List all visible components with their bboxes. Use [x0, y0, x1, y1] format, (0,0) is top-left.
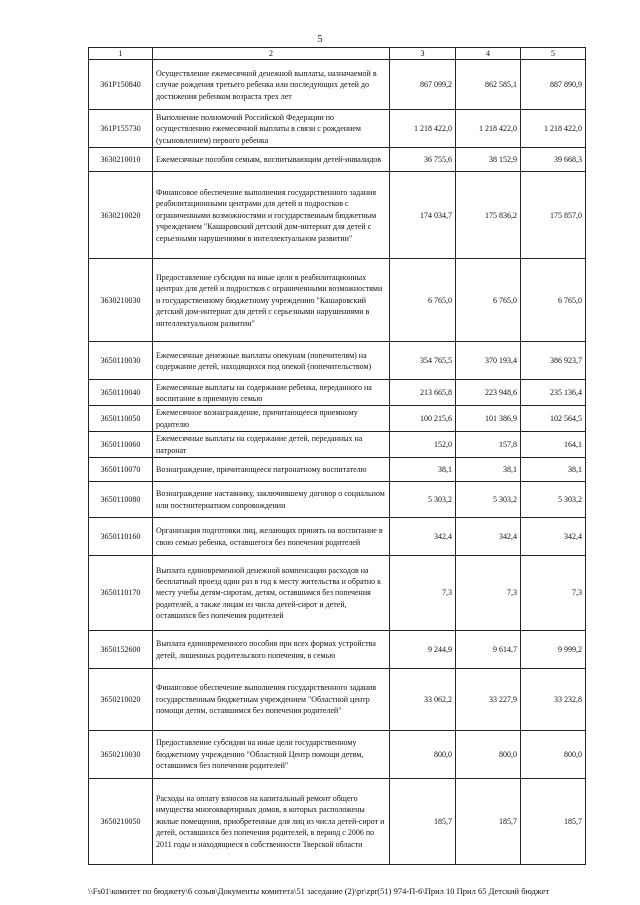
value-col5-cell: 386 923,7: [521, 342, 586, 380]
value-col3-cell: 9 244,9: [390, 631, 456, 669]
table-row: [89, 172, 586, 259]
table-row: [89, 731, 586, 779]
budget-code-cell: 3650110040: [89, 380, 153, 406]
table-row: [89, 432, 586, 458]
value-col4-cell: 38 152,9: [456, 148, 521, 172]
value-col4-cell: 5 303,2: [456, 482, 521, 518]
value-col4-cell: 370 193,4: [456, 342, 521, 380]
value-col3-cell: 5 303,2: [390, 482, 456, 518]
value-col4-cell: 6 765,0: [456, 259, 521, 342]
value-col3-cell: 342,4: [390, 518, 456, 556]
value-col3-cell: 867 099,2: [390, 60, 456, 110]
value-col5-cell: 38,1: [521, 458, 586, 482]
value-col3-cell: 6 765,0: [390, 259, 456, 342]
budget-code-cell: 3630210020: [89, 172, 153, 259]
budget-code-cell: 3650210050: [89, 779, 153, 865]
table-row: [89, 779, 586, 865]
value-col3-cell: 152,0: [390, 432, 456, 458]
description-cell: Финансовое обеспечение выполнения государственного задания государственным бюджетным учреждением "Областной центр помощи детям, оставшимся без попечения родителей": [153, 669, 390, 731]
column-header-4: 4: [456, 48, 521, 60]
value-col3-cell: 213 665,8: [390, 380, 456, 406]
value-col3-cell: 38,1: [390, 458, 456, 482]
description-cell: Выплата единовременного пособия при всех формах устройства детей, лишенных родительского попечения, в семью: [153, 631, 390, 669]
value-col5-cell: 175 857,0: [521, 172, 586, 259]
table-row: [89, 406, 586, 432]
table-row: [89, 458, 586, 482]
description-cell: Ежемесячные денежные выплаты опекунам (попечителям) на содержание детей, находящихся под опекой (попечительством): [153, 342, 390, 380]
table-row: [89, 110, 586, 148]
description-cell: Организация подготовки лиц, желающих принять на воспитание в свою семью ребенка, оставшегося без попечения родителей: [153, 518, 390, 556]
budget-code-cell: 361P150840: [89, 60, 153, 110]
column-header-2: 2: [153, 48, 390, 60]
value-col3-cell: 1 218 422,0: [390, 110, 456, 148]
value-col5-cell: 1 218 422,0: [521, 110, 586, 148]
value-col3-cell: 100 215,6: [390, 406, 456, 432]
value-col4-cell: 342,4: [456, 518, 521, 556]
description-cell: Выполнение полномочий Российской Федерации по осуществлению ежемесячной выплаты в связи с рождением (усыновлением) первого ребенка: [153, 110, 390, 148]
value-col4-cell: 862 585,1: [456, 60, 521, 110]
budget-code-cell: 3630210030: [89, 259, 153, 342]
file-path-footer: \\Fs01\комитет по бюджету\6 созыв\Документы комитета\51 заседание (2)\pr\zpr(51) 974-П-6\Прил 10 Прил 65 Детский бюджет: [88, 886, 550, 896]
budget-code-cell: 3650110050: [89, 406, 153, 432]
value-col5-cell: 33 232,8: [521, 669, 586, 731]
value-col5-cell: 235 136,4: [521, 380, 586, 406]
value-col4-cell: 33 227,9: [456, 669, 521, 731]
description-cell: Ежемесячные выплаты на содержание ребенка, переданного на воспитание в приемную семью: [153, 380, 390, 406]
description-cell: Вознаграждение наставнику, заключившему договор о социальном или постинтернатном сопровождении: [153, 482, 390, 518]
column-header-1: 1: [89, 48, 153, 60]
description-cell: Вознаграждение, причитающееся патронатному воспитателю: [153, 458, 390, 482]
budget-code-cell: 3650110070: [89, 458, 153, 482]
value-col3-cell: 7,3: [390, 556, 456, 631]
column-header-3: 3: [390, 48, 456, 60]
value-col5-cell: 185,7: [521, 779, 586, 865]
table-row: [89, 380, 586, 406]
value-col4-cell: 157,8: [456, 432, 521, 458]
value-col4-cell: 175 836,2: [456, 172, 521, 259]
table-row: [89, 148, 586, 172]
budget-code-cell: 3650152600: [89, 631, 153, 669]
value-col3-cell: 33 062,2: [390, 669, 456, 731]
description-cell: Осуществление ежемесячной денежной выплаты, назначаемой в случае рождения третьего ребенка или последующих детей до достижения ребенком возраста трех лет: [153, 60, 390, 110]
value-col5-cell: 9 999,2: [521, 631, 586, 669]
value-col4-cell: 101 386,9: [456, 406, 521, 432]
value-col3-cell: 800,0: [390, 731, 456, 779]
value-col3-cell: 174 034,7: [390, 172, 456, 259]
table-row: [89, 342, 586, 380]
value-col5-cell: 342,4: [521, 518, 586, 556]
value-col5-cell: 800,0: [521, 731, 586, 779]
value-col3-cell: 36 755,6: [390, 148, 456, 172]
value-col4-cell: 1 218 422,0: [456, 110, 521, 148]
table-row: [89, 669, 586, 731]
description-cell: Ежемесячные пособия семьям, воспитывающим детей-инвалидов: [153, 148, 390, 172]
description-cell: Ежемесячные выплаты на содержание детей, переданных на патронат: [153, 432, 390, 458]
value-col5-cell: 887 890,9: [521, 60, 586, 110]
value-col4-cell: 9 614,7: [456, 631, 521, 669]
description-cell: Расходы на оплату взносов на капитальный ремонт общего имущества многоквартирных домов, в которых расположены жилые помещения, приобретенные для лиц из числа детей-сирот и детей, оставшихся без попечения родителей, в период с 2006 по 2011 годы и находящиеся в собственности Тверской области: [153, 779, 390, 865]
budget-code-cell: 3650110170: [89, 556, 153, 631]
value-col3-cell: 354 765,5: [390, 342, 456, 380]
description-cell: Предоставление субсидии на иные цели в реабилитационных центрах для детей и подростков с ограниченными возможностями и государственному бюджетному учреждению "Кашаровский детский дом-интернат для детей с серьезными нарушениями в интеллектуальном развитии": [153, 259, 390, 342]
value-col4-cell: 38,1: [456, 458, 521, 482]
description-cell: Предоставление субсидии на иные цели государственному бюджетному учреждению "Областной Центр помощи детям, оставшимся без попечения родителей": [153, 731, 390, 779]
value-col3-cell: 185,7: [390, 779, 456, 865]
value-col4-cell: 7,3: [456, 556, 521, 631]
table-row: [89, 60, 586, 110]
budget-code-cell: 3630210010: [89, 148, 153, 172]
table-row: [89, 259, 586, 342]
budget-table: [88, 47, 586, 865]
value-col4-cell: 223 948,6: [456, 380, 521, 406]
value-col5-cell: 6 765,0: [521, 259, 586, 342]
value-col5-cell: 164,1: [521, 432, 586, 458]
budget-code-cell: 3650110030: [89, 342, 153, 380]
value-col4-cell: 800,0: [456, 731, 521, 779]
value-col5-cell: 5 303,2: [521, 482, 586, 518]
budget-code-cell: 3650210020: [89, 669, 153, 731]
table-row: [89, 482, 586, 518]
value-col4-cell: 185,7: [456, 779, 521, 865]
page-number: 5: [317, 34, 323, 45]
budget-code-cell: 3650110160: [89, 518, 153, 556]
table-row: [89, 518, 586, 556]
budget-code-cell: 3650110060: [89, 432, 153, 458]
value-col5-cell: 39 668,3: [521, 148, 586, 172]
budget-code-cell: 361P155730: [89, 110, 153, 148]
description-cell: Финансовое обеспечение выполнения государственного задания реабилитационными центрами для детей и подростков с ограниченными возможностями и государственным бюджетным учреждением "Кашаровский детский дом-интернат для детей с серьезными нарушениями в интеллектуальном развитии": [153, 172, 390, 259]
description-cell: Ежемесячное вознаграждение, причитающееся приемному родителю: [153, 406, 390, 432]
table-row: [89, 631, 586, 669]
header-row: [89, 48, 586, 60]
budget-code-cell: 3650110080: [89, 482, 153, 518]
value-col5-cell: 102 564,5: [521, 406, 586, 432]
column-header-5: 5: [521, 48, 586, 60]
table-row: [89, 556, 586, 631]
budget-code-cell: 3650210030: [89, 731, 153, 779]
value-col5-cell: 7,3: [521, 556, 586, 631]
description-cell: Выплата единовременной денежной компенсации расходов на бесплатный проезд один раз в год к месту жительства и обратно к месту учебы детям-сиротам, детям, оставшимся без попечения родителей, а также лицам из числа детей-сирот и детей, оставшихся без попечения родителей: [153, 556, 390, 631]
